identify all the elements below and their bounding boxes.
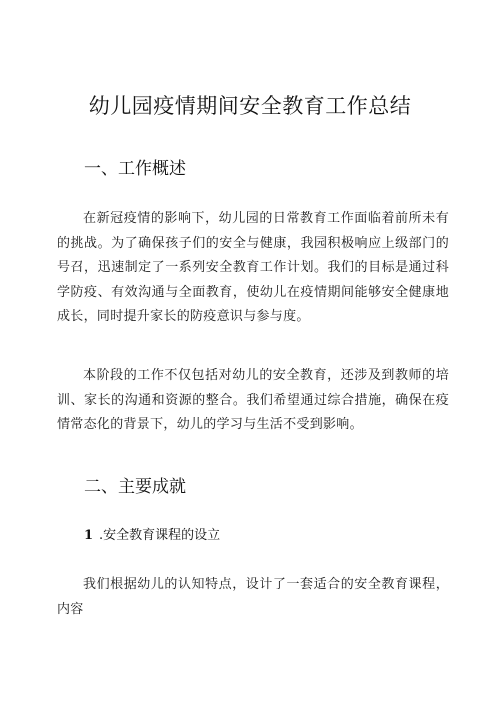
section-heading-achievements: 二、主要成就 bbox=[84, 477, 186, 497]
subsection-heading-course bbox=[84, 527, 220, 545]
subsection-title: .安全教育课程的设立 bbox=[99, 528, 221, 543]
overview-paragraph-1: 在新冠疫情的影响下，幼儿园的日常教育工作面临着前所未有的挑战。为了确保孩子们的安全与健康，我园积极响应上级部门的号召，迅速制定了一系列安全教育工作计划。我们的目标是通过科学防疫、有效沟通与全面教育，使幼儿在疫情期间能够安全健康地成长，同时提升家长的防疫意识与参与度。 bbox=[57, 211, 449, 324]
document-title: 幼儿园疫情期间安全教育工作总结 bbox=[88, 94, 412, 118]
overview-paragraph-2: 本阶段的工作不仅包括对幼儿的安全教育，还涉及到教师的培训、家长的沟通和资源的整合。我们希望通过综合措施，确保在疫情常态化的背景下，幼儿的学习与生活不受到影响。 bbox=[57, 368, 449, 432]
section-heading-overview: 一、工作概述 bbox=[84, 159, 186, 179]
subsection-number: 1 bbox=[84, 528, 94, 543]
course-paragraph: 我们根据幼儿的认知特点，设计了一套适合的安全教育课程，内容 bbox=[57, 577, 449, 617]
